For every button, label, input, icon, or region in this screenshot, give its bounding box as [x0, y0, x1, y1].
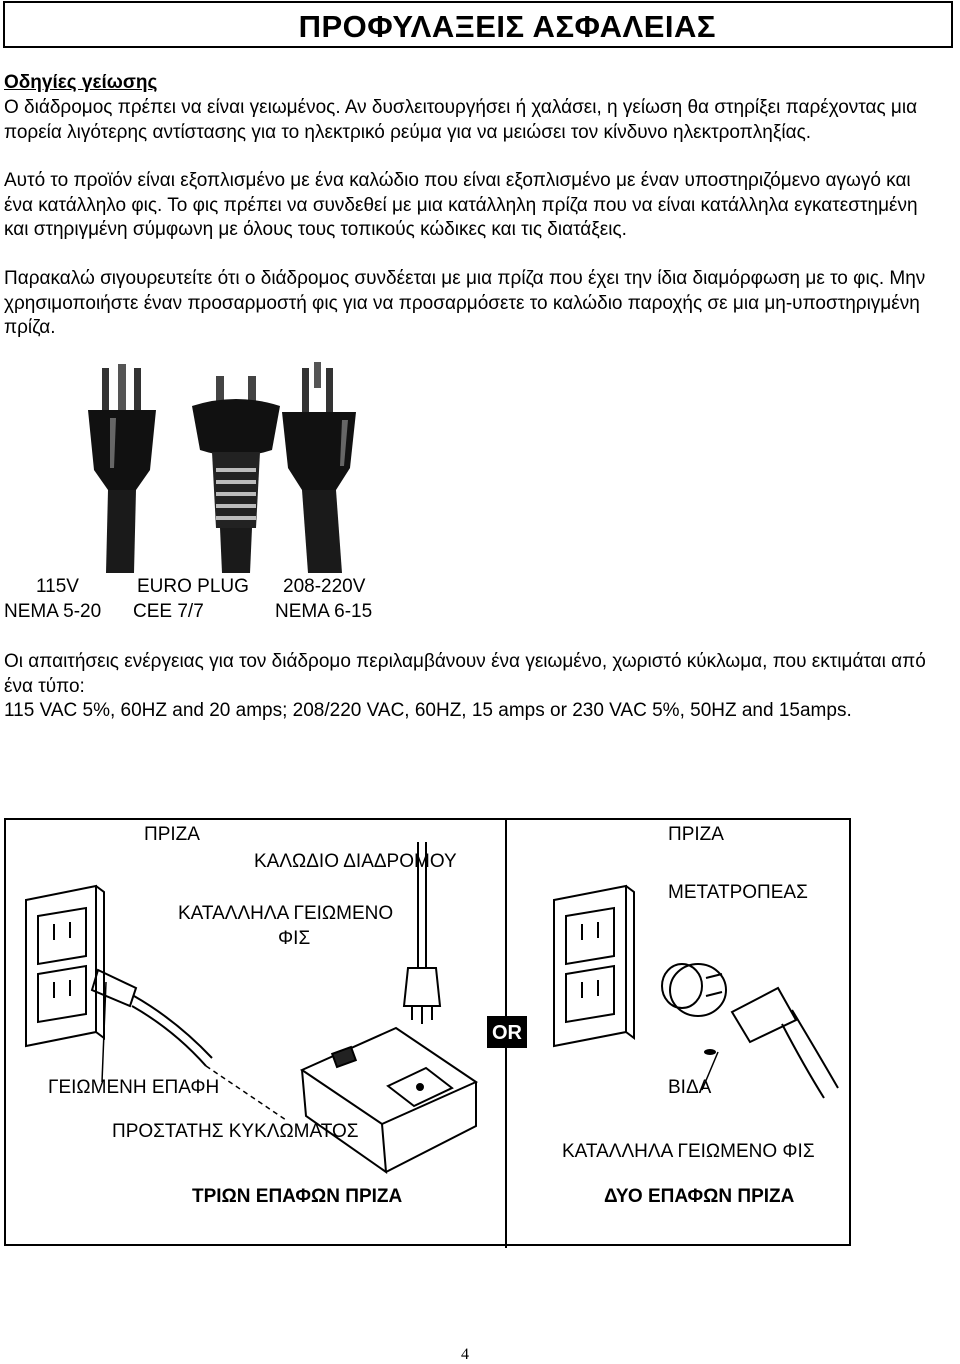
page-title: ΠΡΟΦΥΛΑΞΕΙΣ ΑΣΦΑΛΕΙΑΣ — [298, 9, 716, 44]
plug-208v-icon — [282, 362, 356, 573]
label-right-plug: ΚΑΤΑΛΛΗΛΑ ΓΕΙΩΜΕΝΟ ΦΙΣ — [562, 1141, 815, 1162]
label-outlet-left: ΠΡΙΖΑ — [144, 824, 200, 845]
plug-voltage-label: 115V — [36, 576, 79, 597]
paragraph-cord: Αυτό το προϊόν είναι εξοπλισμένο με ένα καλώδιο που είναι εξοπλισμένο με έναν υποστηριζόμενο αγωγό και ένα κατάλληλο φις. Το φις πρέπει να συνδεθεί με μια κατάλληλη πρίζα που να είναι κατάλληλα εγκατεστημένη και στηριγμένη σύμφωνη με όλους τους τοπικούς κώδικες και τις διατάξεις. — [4, 170, 918, 240]
plug-standard-label: NEMA 6-15 — [275, 601, 373, 622]
caption-three-prong: ΤΡΙΩΝ ΕΠΑΦΩΝ ΠΡΙΖΑ — [192, 1186, 403, 1207]
label-adapter: ΜΕΤΑΤΡΟΠΕΑΣ — [668, 882, 808, 903]
page-number: 4 — [461, 1346, 469, 1363]
or-label: OR — [492, 1022, 522, 1044]
connection-diagram — [4, 818, 851, 1246]
label-screw: ΒΙΔΑ — [668, 1077, 712, 1098]
plug-standard-label: CEE 7/7 — [133, 601, 204, 622]
label-ground-contact: ΓΕΙΩΜΕΝΗ ΕΠΑΦΗ — [48, 1077, 220, 1098]
label-grounded-plug-line1: ΚΑΤΑΛΛΗΛΑ ΓΕΙΩΜΕΝΟ — [178, 903, 394, 924]
title-box — [3, 1, 953, 48]
plug-standard-label: NEMA 5-20 — [4, 601, 102, 622]
caption-two-prong: ΔΥΟ ΕΠΑΦΩΝ ΠΡΙΖΑ — [604, 1186, 795, 1207]
plug-115v-icon — [88, 364, 156, 573]
plugs-photo — [80, 358, 435, 573]
section-heading: Οδηγίες γείωσης — [4, 72, 158, 93]
grounded-plug-icon — [92, 970, 212, 1066]
two-prong-outlet-icon — [554, 886, 634, 1046]
adapter-icon — [662, 964, 726, 1016]
power-spec: 115 VAC 5%, 60HZ and 20 amps; 208/220 VAC, 60HZ, 15 amps or 230 VAC 5%, 50HZ and 15amps. — [4, 700, 852, 721]
label-outlet-right: ΠΡΙΖΑ — [668, 824, 724, 845]
label-circuit-protector: ΠΡΟΣΤΑΤΗΣ ΚΥΚΛΩΜΑΤΟΣ — [112, 1121, 359, 1142]
plug-voltage-label: EURO PLUG — [137, 576, 249, 597]
circuit-protector-icon — [302, 1028, 476, 1172]
three-prong-outlet-icon — [26, 886, 104, 1046]
paragraph-grounding: Ο διάδρομος πρέπει να είναι γειωμένος. Αν δυσλειτουργήσει ή χαλάσει, η γείωση θα στηρίξει παρέχοντας μια πορεία λιγότερης αντίστασης για το ηλεκτρικό ρεύμα για να μειώσει τον κίνδυνο ηλεκτροπληξίας. — [4, 97, 918, 143]
plug-voltage-label: 208-220V — [283, 576, 366, 597]
plug-euro-icon — [192, 376, 280, 573]
label-grounded-plug-line2: ΦΙΣ — [278, 928, 311, 949]
power-requirements: Οι απαιτήσεις ενέργειας για τον διάδρομο περιλαμβάνουν ένα γειωμένο, χωριστό κύκλωμα, που εκτιμάται από ένα τύπο: — [4, 651, 926, 697]
right-plug-icon — [732, 988, 838, 1098]
label-treadmill-cord: ΚΑΛΩΔΙΟ ΔΙΑΔΡΟΜΟΥ — [254, 851, 457, 872]
paragraph-adapter: Παρακαλώ σιγουρευτείτε ότι ο διάδρομος συνδέεται με μια πρίζα που έχει την ίδια διαμόρφωση με το φις. Μην χρησιμοποιήστε έναν προσαρμοστή φις για να προσαρμόσετε το καλώδιο παροχής σε μια μη-υποστηριγμένη πρίζα. — [4, 268, 926, 338]
